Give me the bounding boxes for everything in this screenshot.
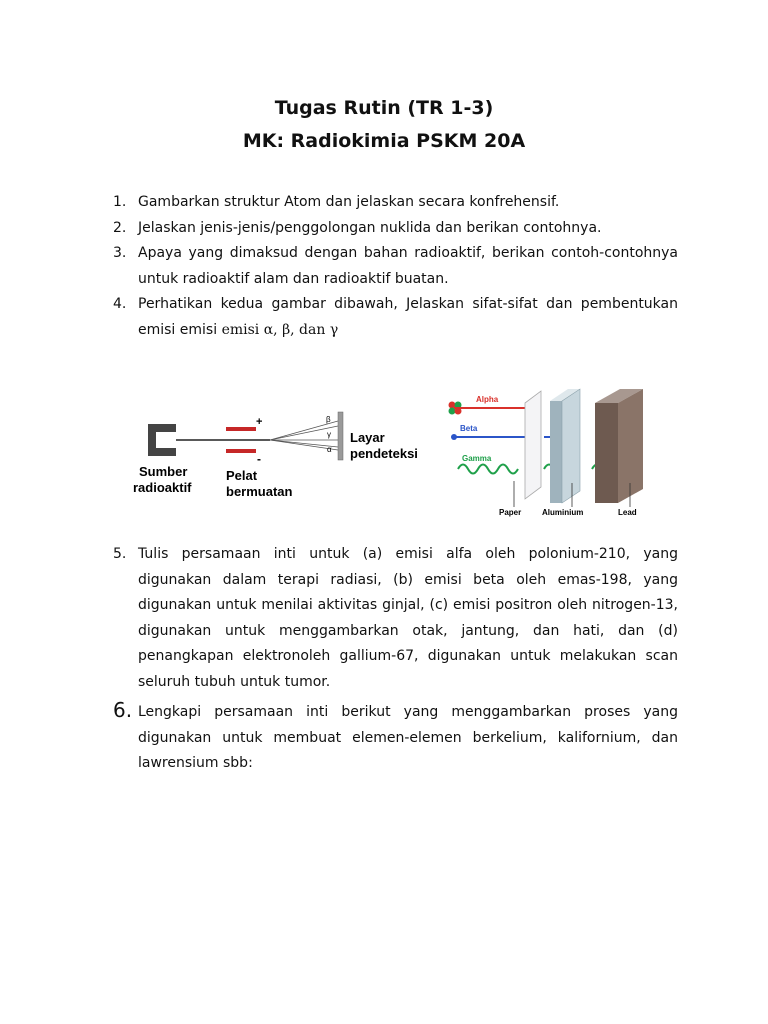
question-text-line	[138, 318, 678, 344]
positive-plate	[226, 427, 256, 431]
question-text-line: Perhatikan kedua gambar dibawah, Jelaskan sifat-sifat dan pembentukan	[138, 296, 678, 312]
question-number: 5.	[113, 546, 127, 562]
question-text-line: lawrensium sbb:	[138, 755, 253, 771]
aluminium-sheet	[562, 389, 580, 503]
question-text: Gambarkan struktur Atom dan jelaskan secara konfrehensif.	[138, 194, 560, 210]
question-text-line: Apaya yang dimaksud dengan bahan radioaktif, berikan contoh-contohnya	[138, 245, 678, 261]
question-list-top	[113, 190, 678, 343]
radiation-penetration-figure	[440, 385, 662, 520]
lead-label: Lead	[618, 508, 637, 517]
question-number: 4.	[113, 296, 127, 312]
source-label: radioaktif	[133, 480, 192, 495]
question-text-line: digunakan untuk menggambarkan otak, jantung, dan hati, dan (d)	[138, 622, 678, 639]
aluminium-label: Aluminium	[542, 508, 584, 517]
question-number: 3.	[113, 245, 127, 261]
beta-symbol: β	[326, 415, 331, 424]
gamma-symbol: γ	[327, 430, 331, 439]
paper-sheet	[525, 391, 541, 499]
question-text-line: digunakan untuk menilai aktivitas ginjal, (c) emisi positron oleh nitrogen-13,	[138, 597, 678, 613]
alpha-symbol: α	[327, 445, 332, 454]
plus-sign: +	[256, 416, 263, 428]
question-text-line: Lengkapi persamaan inti berikut yang menggambarkan proses yang	[138, 704, 678, 720]
question-text-line: untuk radioaktif alam dan radioaktif buatan.	[138, 270, 449, 287]
aluminium-sheet	[550, 401, 562, 503]
question-text-line: penangkapan elektronoleh gallium-67, digunakan untuk melakukan scan	[138, 648, 678, 664]
question-text-line: digunakan untuk membuat elemen-elemen berkelium, kalifornium, dan	[138, 729, 678, 746]
screen-label: Layar	[350, 430, 385, 445]
question-5	[113, 542, 678, 695]
detector-screen	[338, 412, 343, 460]
screen-label: pendeteksi	[350, 446, 418, 461]
emission-symbols: emisi α, β, dan γ	[221, 321, 339, 338]
gamma-label: Gamma	[462, 454, 492, 463]
lead-block	[618, 389, 643, 503]
lead-block	[595, 403, 618, 503]
negative-plate	[226, 449, 256, 453]
question-text-part: emisi emisi	[138, 321, 218, 338]
minus-sign: -	[257, 452, 261, 466]
question-6	[113, 700, 678, 777]
question-text-line: seluruh tubuh untuk tumor.	[138, 673, 331, 690]
document-title: Tugas Rutin (TR 1-3)	[274, 97, 494, 119]
question-text-line: digunakan dalam terapi radiasi, (b) emisi beta oleh emas-198, yang	[138, 571, 678, 588]
radiation-deflection-figure	[130, 400, 430, 505]
alpha-label: Alpha	[476, 395, 499, 404]
document-subtitle: MK: Radiokimia PSKM 20A	[242, 130, 526, 152]
question-number: 6.	[113, 698, 133, 722]
question-text: Jelaskan jenis-jenis/penggolongan nuklida dan berikan contohnya.	[138, 219, 602, 236]
gamma-wave	[458, 465, 518, 474]
plate-label: Pelat	[226, 468, 258, 483]
question-4	[113, 292, 678, 343]
question-number: 1.	[113, 194, 127, 210]
question-number: 2.	[113, 219, 127, 236]
radioactive-source-icon	[148, 424, 176, 456]
plate-label: bermuatan	[226, 484, 293, 499]
question-3	[113, 241, 678, 292]
source-label: Sumber	[139, 464, 188, 479]
question-1	[113, 190, 678, 216]
paper-label: Paper	[499, 508, 522, 517]
question-text-line: Tulis persamaan inti untuk (a) emisi alfa oleh polonium-210, yang	[138, 546, 678, 562]
question-2	[113, 216, 678, 242]
beta-label: Beta	[460, 424, 478, 433]
question-list-bottom	[113, 542, 678, 777]
